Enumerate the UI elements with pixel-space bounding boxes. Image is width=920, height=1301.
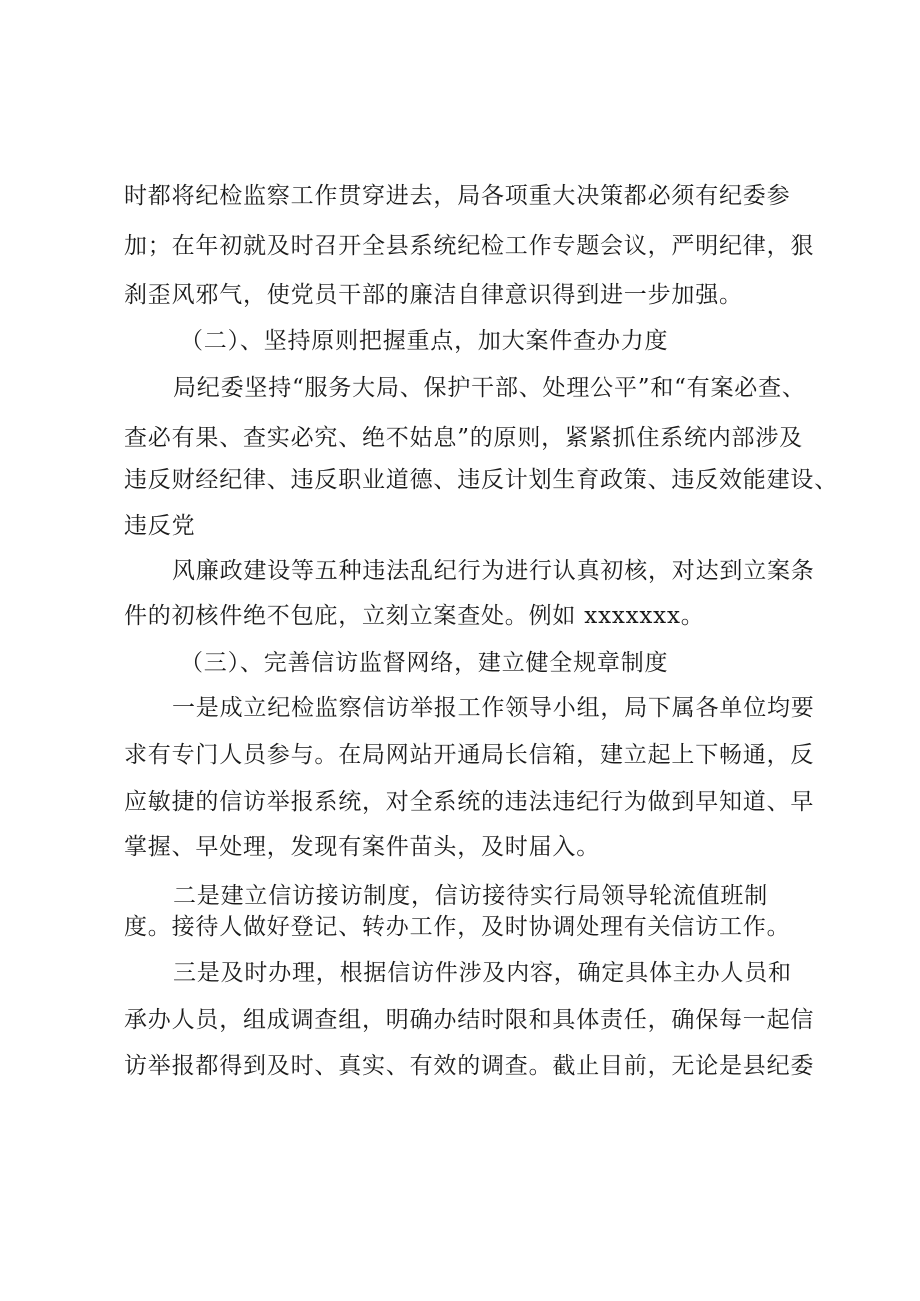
text-line: 加；在年初就及时召开全县系统纪检工作专题会议，严明纪律，狠 (124, 233, 815, 259)
text-line: 求有专门人员参与。在局网站开通局长信箱，建立起上下畅通，反 (124, 742, 815, 768)
text-line: 掌握、早处理，发现有案件苗头，及时届入。 (124, 834, 600, 860)
text-line: 承办人员，组成调查组，明确办结时限和具体责任，确保每一起信 (124, 1007, 815, 1033)
text-line: 时都将纪检监察工作贯穿进去，局各项重大决策都必须有纪委参 (124, 183, 791, 209)
text-line: 一是成立纪检监察信访举报工作领导小组，局下属各单位均要 (172, 695, 815, 721)
text-line: 应敏捷的信访举报系统，对全系统的违法违纪行为做到早知道、早 (124, 789, 815, 815)
text-line: 违反财经纪律、违反职业道德、违反计划生育政策、违反效能建设、 (124, 467, 838, 493)
text-line: 二是建立信访接访制度，信访接待实行局领导轮流值班制 (173, 883, 768, 909)
section-heading: （三）、完善信访监督网络，建立健全规章制度 (180, 650, 669, 676)
section-heading: （二）、坚持原则把握重点，加大案件查办力度 (180, 328, 669, 354)
text-line: 查必有果、查实必究、绝不姑息”的原则，紧紧抓住系统内部涉及 (124, 425, 803, 451)
text-line: 违反党 (124, 513, 196, 539)
text-line: 风廉政建设等五种违法乱纪行为进行认真初核，对达到立案条 (172, 558, 815, 584)
text-line: 局纪委坚持“服务大局、保护干部、处理公平”和“有案必查、 (173, 375, 806, 401)
text-line: 刹歪风邪气，使党员干部的廉洁自律意识得到进一步加强。 (124, 282, 743, 308)
text-line: 件的初核件绝不包庇，立刻立案查处。例如 xxxxxxx。 (124, 603, 705, 629)
text-line: 三是及时办理，根据信访件涉及内容，确定具体主办人员和 (173, 960, 792, 986)
text-line: 访举报都得到及时、真实、有效的调查。截止目前，无论是县纪委 (124, 1053, 815, 1079)
text-line: 度。接待人做好登记、转办工作，及时协调处理有关信访工作。 (124, 914, 791, 940)
